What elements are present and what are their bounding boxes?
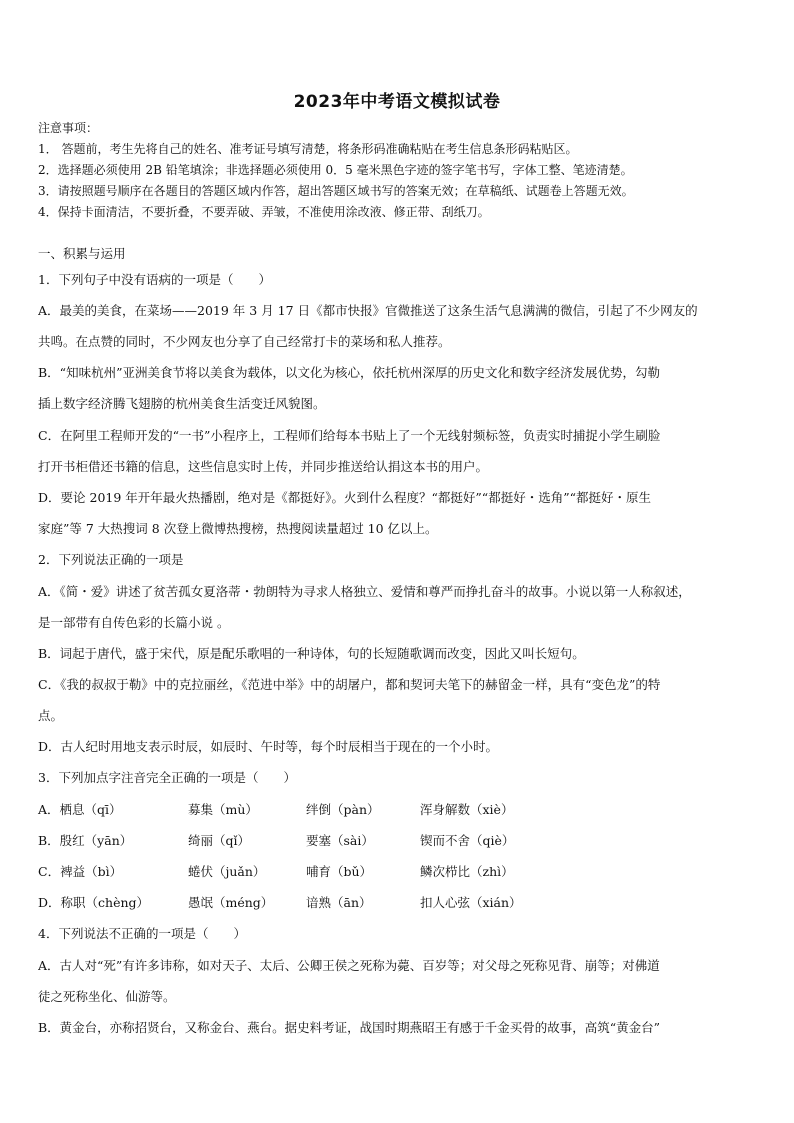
q1-option-a-line2: 共鸣。在点赞的同时，不少网友也分享了自己经常打卡的菜场和私人推荐。 bbox=[38, 334, 451, 349]
notice-item-2: 2．选择题必须使用 2B 铅笔填涂；非选择题必须使用 0．5 毫米黑色字迹的签字笔书写，字体工整、笔迹清楚。 bbox=[38, 163, 633, 177]
q3-d-item-4: 扣人心弦（xián） bbox=[420, 895, 522, 910]
q2-stem: 2．下列说法正确的一项是 bbox=[38, 552, 184, 567]
q2-option-d: D．古人纪时用地支表示时辰，如辰时、午时等，每个时辰相当于现在的一个小时。 bbox=[38, 739, 499, 754]
q3-option-row-b bbox=[38, 833, 758, 849]
q3-a-item-1: A．栖息（qī） bbox=[38, 802, 122, 817]
q2-option-c-line2: 点。 bbox=[38, 708, 64, 723]
q4-option-a-line1: A．古人对“死”有许多讳称，如对天子、太后、公卿王侯之死称为薨、百岁等；对父母之死称见背、崩等；对佛道 bbox=[38, 958, 660, 973]
q3-d-item-3: 谙熟（ān） bbox=[306, 895, 372, 910]
section-heading: 一、积累与运用 bbox=[38, 246, 126, 261]
q3-a-item-3: 绊倒（pàn） bbox=[306, 802, 380, 817]
exam-title: 2023年中考语文模拟试卷 bbox=[293, 92, 501, 112]
q3-a-item-4: 浑身解数（xiè） bbox=[420, 802, 514, 817]
q1-stem: 1．下列句子中没有语病的一项是（ ） bbox=[38, 272, 271, 287]
q3-b-item-1: B．殷红（yān） bbox=[38, 833, 133, 848]
q3-d-item-1: D．称职（chèng） bbox=[38, 895, 150, 910]
q2-option-a-line1: A．《简・爱》讲述了贫苦孤女夏洛蒂・勃朗特为寻求人格独立、爱情和尊严而挣扎奋斗的故事。小说以第一人称叙述， bbox=[38, 584, 691, 599]
q1-option-d-line1: D．要论 2019 年开年最火热播剧，绝对是《都挺好》。火到什么程度？“都挺好”“都挺好・选角”“都挺好・原生 bbox=[38, 490, 651, 505]
q3-c-item-4: 鳞次栉比（zhì） bbox=[420, 864, 514, 879]
notice-item-1: 1． 答题前，考生先将自己的姓名、准考证号填写清楚，将条形码准确粘贴在考生信息条形码粘贴区。 bbox=[38, 142, 578, 156]
q1-option-c-line1: C．在阿里工程师开发的“一书”小程序上，工程师们给每本书贴上了一个无线射频标签，负责实时捕捉小学生刷脸 bbox=[38, 428, 661, 443]
notice-heading: 注意事项： bbox=[38, 121, 99, 135]
q3-d-item-2: 愚氓（méng） bbox=[188, 895, 274, 910]
q1-option-a-line1: A．最美的美食，在菜场——2019 年 3 月 17 日《都市快报》官微推送了这条生活气息满满的微信，引起了不少网友的 bbox=[38, 303, 698, 318]
q1-option-c-line2: 打开书柜借还书籍的信息，这些信息实时上传，并同步推送给认捐这本书的用户。 bbox=[38, 459, 489, 474]
q1-option-b-line1: B．“知味杭州”亚洲美食节将以美食为载体，以文化为核心，依托杭州深厚的历史文化和数字经济发展优势，勾勒 bbox=[38, 365, 660, 380]
q3-c-item-1: C．裨益（bì） bbox=[38, 864, 123, 879]
q3-c-item-2: 蜷伏（juǎn） bbox=[188, 864, 266, 879]
q3-b-item-3: 要塞（sài） bbox=[306, 833, 374, 848]
q2-option-c-line1: C．《我的叔叔于勒》中的克拉丽丝，《范进中举》中的胡屠户，都和契诃夫笔下的赫留金一样，具有“变色龙”的特 bbox=[38, 677, 661, 692]
q2-option-b: B．词起于唐代，盛于宋代，原是配乐歌唱的一种诗体，句的长短随歌调而改变，因此又叫长短句。 bbox=[38, 646, 585, 661]
q1-option-d-line2: 家庭”等 7 大热搜词 8 次登上微博热搜榜，热搜阅读量超过 10 亿以上。 bbox=[38, 521, 438, 536]
q3-option-row-c bbox=[38, 864, 758, 880]
q4-option-a-line2: 徒之死称坐化、仙游等。 bbox=[38, 989, 176, 1004]
notice-item-3: 3．请按照题号顺序在各题目的答题区域内作答，超出答题区域书写的答案无效；在草稿纸、试题卷上答题无效。 bbox=[38, 184, 634, 198]
q1-option-b-line2: 插上数字经济腾飞翅膀的杭州美食生活变迁风貌图。 bbox=[38, 396, 326, 411]
q4-option-b-line1: B．黄金台，亦称招贤台，又称金台、燕台。据史料考证，战国时期燕昭王有感于千金买骨的故事，高筑“黄金台” bbox=[38, 1020, 660, 1035]
q3-a-item-2: 募集（mù） bbox=[188, 802, 258, 817]
q4-stem: 4．下列说法不正确的一项是（ ） bbox=[38, 926, 246, 941]
q3-stem: 3．下列加点字注音完全正确的一项是（ ） bbox=[38, 770, 296, 785]
notice-item-4: 4．保持卡面清洁，不要折叠，不要弄破、弄皱，不准使用涂改液、修正带、刮纸刀。 bbox=[38, 205, 490, 219]
q3-option-row-a bbox=[38, 802, 758, 818]
q3-option-row-d bbox=[38, 895, 758, 911]
q3-b-item-4: 锲而不舍（qiè） bbox=[420, 833, 515, 848]
q3-b-item-2: 绮丽（qǐ） bbox=[188, 833, 250, 848]
q2-option-a-line2: 是一部带有自传色彩的长篇小说 。 bbox=[38, 615, 230, 630]
q3-c-item-3: 哺育（bǔ） bbox=[306, 864, 373, 879]
